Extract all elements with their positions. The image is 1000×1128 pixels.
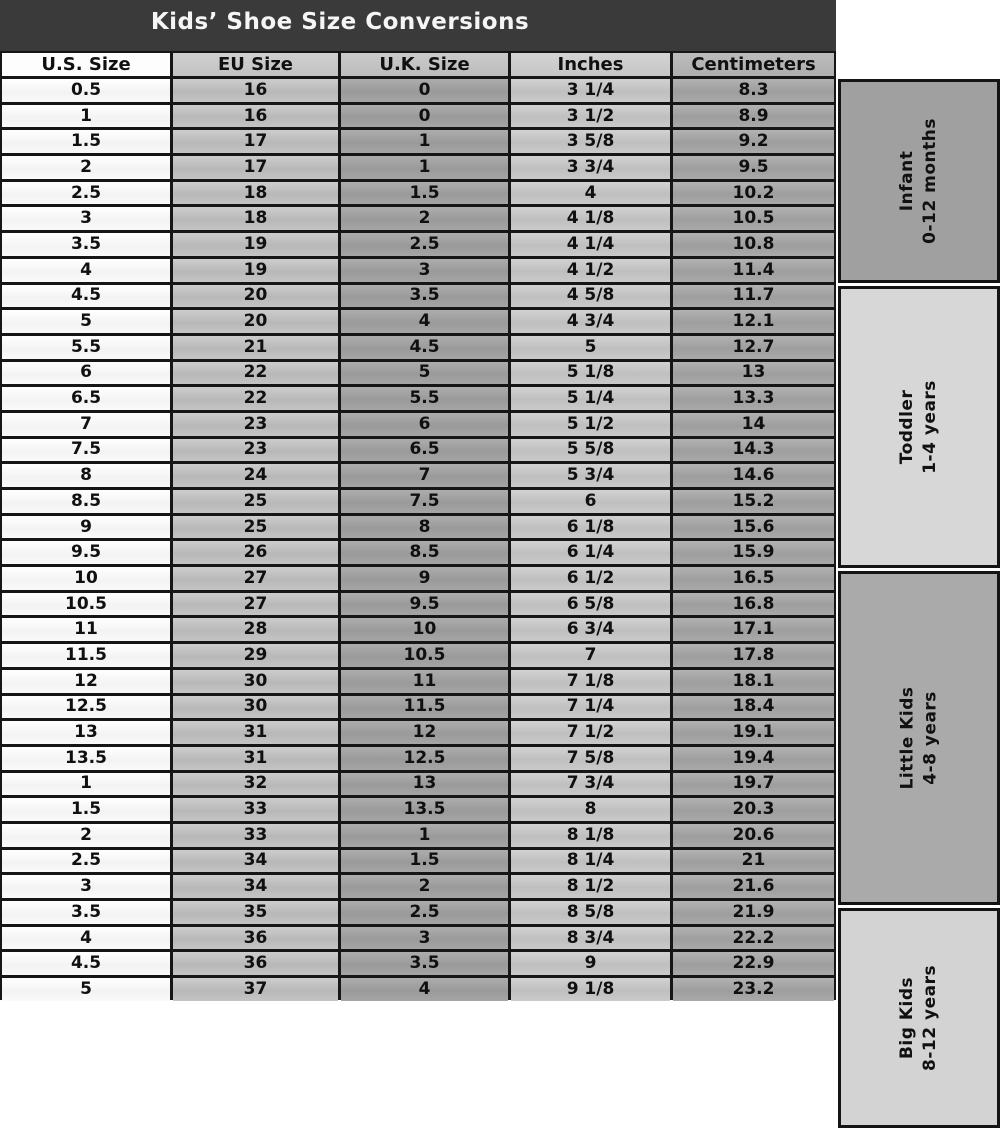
cell-inches: 7 3/4 bbox=[511, 773, 670, 796]
cell-us-size: 3.5 bbox=[2, 901, 170, 924]
table-row bbox=[2, 156, 834, 179]
age-group-range: 8-12 years bbox=[919, 964, 940, 1072]
cell-uk-size: 0 bbox=[341, 79, 508, 102]
cell-eu-size: 33 bbox=[173, 824, 338, 847]
cell-centimeters: 21.9 bbox=[673, 901, 834, 924]
cell-inches: 4 1/2 bbox=[511, 259, 670, 282]
table-row bbox=[2, 952, 834, 975]
cell-centimeters: 22.2 bbox=[673, 927, 834, 950]
cell-uk-size: 9 bbox=[341, 567, 508, 590]
age-group-range: 4-8 years bbox=[919, 691, 940, 785]
cell-eu-size: 34 bbox=[173, 875, 338, 898]
cell-centimeters: 19.4 bbox=[673, 747, 834, 770]
cell-inches: 5 1/8 bbox=[511, 362, 670, 385]
cell-centimeters: 17.8 bbox=[673, 644, 834, 667]
cell-eu-size: 31 bbox=[173, 721, 338, 744]
cell-centimeters: 23.2 bbox=[673, 978, 834, 1001]
cell-uk-size: 2 bbox=[341, 207, 508, 230]
cell-uk-size: 11.5 bbox=[341, 696, 508, 719]
cell-centimeters: 10.5 bbox=[673, 207, 834, 230]
age-group-range: 0-12 months bbox=[920, 118, 940, 244]
cell-uk-size: 8 bbox=[341, 516, 508, 539]
cell-us-size: 0.5 bbox=[2, 79, 170, 102]
table-row bbox=[2, 670, 834, 693]
table-row bbox=[2, 747, 834, 770]
cell-eu-size: 17 bbox=[173, 156, 338, 179]
cell-eu-size: 22 bbox=[173, 387, 338, 410]
cell-inches: 3 1/4 bbox=[511, 79, 670, 102]
cell-inches: 7 1/4 bbox=[511, 696, 670, 719]
table-row bbox=[2, 233, 834, 256]
table-row bbox=[2, 798, 834, 821]
cell-centimeters: 13.3 bbox=[673, 387, 834, 410]
cell-uk-size: 1.5 bbox=[341, 182, 508, 205]
age-group-big-kids-label bbox=[896, 965, 942, 1071]
table-row bbox=[2, 927, 834, 950]
age-group-name: Little Kids bbox=[897, 686, 918, 790]
cell-inches: 8 1/8 bbox=[511, 824, 670, 847]
cell-centimeters: 16.8 bbox=[673, 593, 834, 616]
cell-centimeters: 18.4 bbox=[673, 696, 834, 719]
cell-us-size: 3.5 bbox=[2, 233, 170, 256]
cell-eu-size: 27 bbox=[173, 567, 338, 590]
cell-centimeters: 12.7 bbox=[673, 336, 834, 359]
cell-uk-size: 4 bbox=[341, 310, 508, 333]
table-row bbox=[2, 618, 834, 641]
cell-inches: 7 5/8 bbox=[511, 747, 670, 770]
cell-us-size: 12.5 bbox=[2, 696, 170, 719]
cell-inches: 3 3/4 bbox=[511, 156, 670, 179]
cell-uk-size: 9.5 bbox=[341, 593, 508, 616]
cell-inches: 6 1/2 bbox=[511, 567, 670, 590]
cell-eu-size: 22 bbox=[173, 362, 338, 385]
cell-us-size: 9 bbox=[2, 516, 170, 539]
cell-uk-size: 5 bbox=[341, 362, 508, 385]
cell-us-size: 4 bbox=[2, 259, 170, 282]
table-row bbox=[2, 901, 834, 924]
cell-centimeters: 18.1 bbox=[673, 670, 834, 693]
cell-eu-size: 37 bbox=[173, 978, 338, 1001]
cell-uk-size: 3.5 bbox=[341, 285, 508, 308]
cell-eu-size: 30 bbox=[173, 670, 338, 693]
cell-centimeters: 8.3 bbox=[673, 79, 834, 102]
table-row bbox=[2, 182, 834, 205]
cell-centimeters: 14.6 bbox=[673, 464, 834, 487]
cell-us-size: 13.5 bbox=[2, 747, 170, 770]
table-row bbox=[2, 310, 834, 333]
cell-inches: 4 bbox=[511, 182, 670, 205]
cell-uk-size: 5.5 bbox=[341, 387, 508, 410]
table-row bbox=[2, 79, 834, 102]
cell-uk-size: 13 bbox=[341, 773, 508, 796]
cell-us-size: 10 bbox=[2, 567, 170, 590]
cell-centimeters: 14.3 bbox=[673, 439, 834, 462]
cell-centimeters: 21 bbox=[673, 850, 834, 873]
cell-uk-size: 2.5 bbox=[341, 901, 508, 924]
cell-us-size: 5.5 bbox=[2, 336, 170, 359]
table-row bbox=[2, 105, 834, 128]
cell-us-size: 1 bbox=[2, 773, 170, 796]
cell-inches: 6 1/8 bbox=[511, 516, 670, 539]
age-group-toddler bbox=[838, 286, 1000, 568]
cell-us-size: 2.5 bbox=[2, 850, 170, 873]
cell-inches: 8 1/4 bbox=[511, 850, 670, 873]
table-row bbox=[2, 439, 834, 462]
header-uk-size: U.K. Size bbox=[341, 53, 508, 76]
cell-uk-size: 1.5 bbox=[341, 850, 508, 873]
cell-us-size: 1.5 bbox=[2, 130, 170, 153]
cell-eu-size: 19 bbox=[173, 233, 338, 256]
cell-inches: 3 5/8 bbox=[511, 130, 670, 153]
cell-us-size: 7.5 bbox=[2, 439, 170, 462]
cell-eu-size: 16 bbox=[173, 79, 338, 102]
cell-us-size: 9.5 bbox=[2, 541, 170, 564]
cell-eu-size: 20 bbox=[173, 310, 338, 333]
cell-inches: 7 1/2 bbox=[511, 721, 670, 744]
cell-eu-size: 23 bbox=[173, 439, 338, 462]
cell-uk-size: 7 bbox=[341, 464, 508, 487]
cell-centimeters: 10.2 bbox=[673, 182, 834, 205]
cell-us-size: 1.5 bbox=[2, 798, 170, 821]
cell-eu-size: 32 bbox=[173, 773, 338, 796]
table-row bbox=[2, 413, 834, 436]
cell-centimeters: 12.1 bbox=[673, 310, 834, 333]
age-group-little-kids-label bbox=[896, 687, 942, 790]
cell-uk-size: 4.5 bbox=[341, 336, 508, 359]
cell-centimeters: 20.6 bbox=[673, 824, 834, 847]
table-row bbox=[2, 516, 834, 539]
cell-uk-size: 12.5 bbox=[341, 747, 508, 770]
table-row bbox=[2, 593, 834, 616]
age-group-name: Toddler bbox=[897, 389, 918, 465]
cell-inches: 5 1/2 bbox=[511, 413, 670, 436]
table-row bbox=[2, 875, 834, 898]
cell-uk-size: 13.5 bbox=[341, 798, 508, 821]
table-header-row bbox=[2, 53, 834, 76]
cell-us-size: 7 bbox=[2, 413, 170, 436]
cell-us-size: 10.5 bbox=[2, 593, 170, 616]
cell-centimeters: 15.6 bbox=[673, 516, 834, 539]
age-group-name: Big Kids bbox=[897, 976, 918, 1060]
cell-uk-size: 11 bbox=[341, 670, 508, 693]
cell-us-size: 1 bbox=[2, 105, 170, 128]
cell-us-size: 5 bbox=[2, 310, 170, 333]
header-inches: Inches bbox=[511, 53, 670, 76]
cell-eu-size: 35 bbox=[173, 901, 338, 924]
cell-eu-size: 36 bbox=[173, 952, 338, 975]
cell-eu-size: 27 bbox=[173, 593, 338, 616]
cell-us-size: 4.5 bbox=[2, 952, 170, 975]
cell-us-size: 3 bbox=[2, 875, 170, 898]
cell-us-size: 13 bbox=[2, 721, 170, 744]
cell-us-size: 8 bbox=[2, 464, 170, 487]
page-title: Kids’ Shoe Size Conversions bbox=[150, 9, 530, 35]
cell-uk-size: 0 bbox=[341, 105, 508, 128]
table-row bbox=[2, 207, 834, 230]
cell-inches: 4 1/4 bbox=[511, 233, 670, 256]
cell-inches: 5 3/4 bbox=[511, 464, 670, 487]
cell-eu-size: 18 bbox=[173, 207, 338, 230]
cell-centimeters: 10.8 bbox=[673, 233, 834, 256]
cell-eu-size: 25 bbox=[173, 490, 338, 513]
conversion-table bbox=[0, 51, 836, 1000]
cell-eu-size: 16 bbox=[173, 105, 338, 128]
cell-eu-size: 30 bbox=[173, 696, 338, 719]
cell-centimeters: 8.9 bbox=[673, 105, 834, 128]
table-row bbox=[2, 644, 834, 667]
cell-uk-size: 4 bbox=[341, 978, 508, 1001]
cell-us-size: 2 bbox=[2, 824, 170, 847]
cell-inches: 7 bbox=[511, 644, 670, 667]
age-group-infant bbox=[838, 79, 1000, 283]
cell-inches: 8 3/4 bbox=[511, 927, 670, 950]
cell-inches: 5 bbox=[511, 336, 670, 359]
cell-uk-size: 12 bbox=[341, 721, 508, 744]
table-row bbox=[2, 567, 834, 590]
cell-centimeters: 19.1 bbox=[673, 721, 834, 744]
cell-uk-size: 1 bbox=[341, 156, 508, 179]
cell-inches: 3 1/2 bbox=[511, 105, 670, 128]
cell-inches: 6 bbox=[511, 490, 670, 513]
table-row bbox=[2, 978, 834, 1001]
table-row bbox=[2, 362, 834, 385]
cell-inches: 4 5/8 bbox=[511, 285, 670, 308]
cell-centimeters: 9.2 bbox=[673, 130, 834, 153]
cell-inches: 8 1/2 bbox=[511, 875, 670, 898]
cell-centimeters: 21.6 bbox=[673, 875, 834, 898]
cell-us-size: 6.5 bbox=[2, 387, 170, 410]
title-band bbox=[0, 0, 836, 51]
table-row bbox=[2, 696, 834, 719]
cell-inches: 8 bbox=[511, 798, 670, 821]
cell-eu-size: 26 bbox=[173, 541, 338, 564]
age-group-name: Infant bbox=[897, 150, 918, 212]
cell-inches: 8 5/8 bbox=[511, 901, 670, 924]
cell-inches: 9 1/8 bbox=[511, 978, 670, 1001]
header-eu-size: EU Size bbox=[173, 53, 338, 76]
cell-us-size: 11.5 bbox=[2, 644, 170, 667]
cell-centimeters: 17.1 bbox=[673, 618, 834, 641]
age-group-infant-label bbox=[896, 118, 942, 244]
table-row bbox=[2, 541, 834, 564]
cell-uk-size: 6 bbox=[341, 413, 508, 436]
cell-us-size: 2.5 bbox=[2, 182, 170, 205]
header-centimeters: Centimeters bbox=[673, 53, 834, 76]
cell-uk-size: 2 bbox=[341, 875, 508, 898]
table-row bbox=[2, 259, 834, 282]
cell-eu-size: 36 bbox=[173, 927, 338, 950]
cell-uk-size: 10 bbox=[341, 618, 508, 641]
cell-inches: 6 1/4 bbox=[511, 541, 670, 564]
cell-uk-size: 10.5 bbox=[341, 644, 508, 667]
cell-inches: 5 5/8 bbox=[511, 439, 670, 462]
cell-centimeters: 15.2 bbox=[673, 490, 834, 513]
cell-us-size: 5 bbox=[2, 978, 170, 1001]
table-row bbox=[2, 850, 834, 873]
cell-uk-size: 1 bbox=[341, 824, 508, 847]
cell-inches: 9 bbox=[511, 952, 670, 975]
cell-eu-size: 21 bbox=[173, 336, 338, 359]
cell-centimeters: 15.9 bbox=[673, 541, 834, 564]
cell-us-size: 4.5 bbox=[2, 285, 170, 308]
cell-eu-size: 34 bbox=[173, 850, 338, 873]
cell-centimeters: 16.5 bbox=[673, 567, 834, 590]
header-us-size: U.S. Size bbox=[2, 53, 170, 76]
cell-eu-size: 17 bbox=[173, 130, 338, 153]
cell-centimeters: 19.7 bbox=[673, 773, 834, 796]
cell-uk-size: 3 bbox=[341, 927, 508, 950]
table-row bbox=[2, 773, 834, 796]
table-row bbox=[2, 490, 834, 513]
cell-uk-size: 2.5 bbox=[341, 233, 508, 256]
table-row bbox=[2, 824, 834, 847]
cell-eu-size: 25 bbox=[173, 516, 338, 539]
cell-eu-size: 19 bbox=[173, 259, 338, 282]
cell-us-size: 2 bbox=[2, 156, 170, 179]
cell-centimeters: 11.4 bbox=[673, 259, 834, 282]
cell-centimeters: 22.9 bbox=[673, 952, 834, 975]
table-row bbox=[2, 721, 834, 744]
cell-inches: 7 1/8 bbox=[511, 670, 670, 693]
cell-eu-size: 29 bbox=[173, 644, 338, 667]
table-body bbox=[2, 79, 834, 1001]
cell-us-size: 11 bbox=[2, 618, 170, 641]
cell-centimeters: 9.5 bbox=[673, 156, 834, 179]
cell-eu-size: 31 bbox=[173, 747, 338, 770]
cell-inches: 6 3/4 bbox=[511, 618, 670, 641]
table-row bbox=[2, 464, 834, 487]
cell-centimeters: 20.3 bbox=[673, 798, 834, 821]
cell-uk-size: 7.5 bbox=[341, 490, 508, 513]
cell-eu-size: 20 bbox=[173, 285, 338, 308]
cell-inches: 4 3/4 bbox=[511, 310, 670, 333]
cell-uk-size: 3 bbox=[341, 259, 508, 282]
cell-eu-size: 24 bbox=[173, 464, 338, 487]
cell-centimeters: 13 bbox=[673, 362, 834, 385]
cell-us-size: 6 bbox=[2, 362, 170, 385]
table-row bbox=[2, 387, 834, 410]
table-row bbox=[2, 336, 834, 359]
cell-eu-size: 23 bbox=[173, 413, 338, 436]
cell-centimeters: 14 bbox=[673, 413, 834, 436]
cell-eu-size: 28 bbox=[173, 618, 338, 641]
cell-eu-size: 18 bbox=[173, 182, 338, 205]
cell-eu-size: 33 bbox=[173, 798, 338, 821]
cell-us-size: 3 bbox=[2, 207, 170, 230]
age-group-toddler-label bbox=[896, 380, 942, 474]
cell-inches: 4 1/8 bbox=[511, 207, 670, 230]
cell-uk-size: 3.5 bbox=[341, 952, 508, 975]
cell-uk-size: 6.5 bbox=[341, 439, 508, 462]
cell-inches: 5 1/4 bbox=[511, 387, 670, 410]
age-group-range: 1-4 years bbox=[920, 380, 940, 474]
age-group-little-kids bbox=[838, 571, 1000, 905]
cell-inches: 6 5/8 bbox=[511, 593, 670, 616]
cell-us-size: 4 bbox=[2, 927, 170, 950]
table-row bbox=[2, 130, 834, 153]
cell-us-size: 8.5 bbox=[2, 490, 170, 513]
age-group-big-kids bbox=[838, 908, 1000, 1128]
cell-uk-size: 1 bbox=[341, 130, 508, 153]
cell-centimeters: 11.7 bbox=[673, 285, 834, 308]
cell-us-size: 12 bbox=[2, 670, 170, 693]
table-row bbox=[2, 285, 834, 308]
cell-uk-size: 8.5 bbox=[341, 541, 508, 564]
